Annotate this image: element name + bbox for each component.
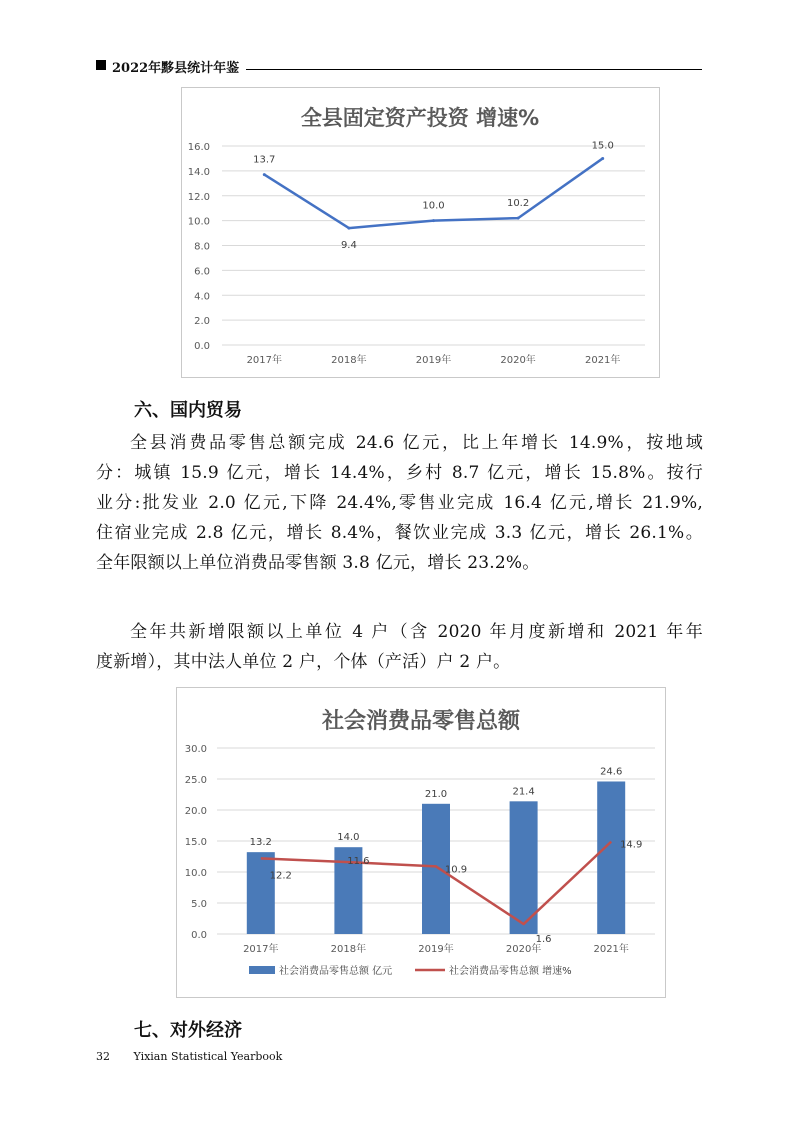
bar-data-label: 14.0 (337, 832, 360, 844)
section-heading-domestic-trade: 六、国内贸易 (134, 400, 242, 421)
x-tick-label: 2017年 (243, 944, 279, 955)
y-tick-label: 5.0 (191, 899, 207, 910)
data-point (432, 219, 435, 222)
y-tick-label: 25.0 (184, 775, 207, 786)
data-point (517, 217, 520, 220)
series-line (264, 158, 602, 228)
y-tick-label: 15.0 (184, 837, 207, 848)
data-point (347, 227, 350, 230)
legend-line-label: 社会消费品零售总额 增速% (449, 966, 572, 977)
chart-title: 全县固定资产投资 增速% (300, 106, 540, 130)
page-footer (96, 1050, 282, 1063)
page-number: 32 (96, 1050, 110, 1063)
x-tick-label: 2019年 (415, 355, 452, 366)
data-label: 10.0 (422, 200, 445, 212)
page-header (96, 57, 702, 79)
legend-bar-swatch (249, 966, 275, 974)
section-heading-external-economy: 七、对外经济 (134, 1020, 242, 1041)
header-title: 2022年黟县统计年鉴 (112, 61, 240, 76)
header-rule (246, 69, 702, 70)
investment-growth-chart (181, 87, 660, 378)
y-tick-label: 16.0 (187, 142, 210, 153)
paragraph-line: 分：城镇 15.9 亿元，增长 14.4%，乡村 8.7 亿元，增长 15.8%。按行 (96, 463, 703, 483)
line-data-label: 11.6 (347, 856, 370, 868)
paragraph-new-units (96, 617, 703, 677)
x-tick-label: 2018年 (331, 355, 367, 366)
y-tick-label: 4.0 (194, 291, 210, 303)
investment-chart-svg (182, 88, 659, 377)
y-tick-label: 14.0 (187, 166, 210, 178)
x-tick-label: 2018年 (330, 944, 367, 955)
y-tick-label: 10.0 (184, 868, 207, 879)
data-label: 9.4 (340, 240, 357, 252)
footer-text: Yixian Statistical Yearbook (133, 1050, 283, 1063)
x-tick-label: 2019年 (418, 944, 454, 955)
line-data-label: 10.9 (444, 864, 468, 876)
paragraph-line: 业分:批发业 2.0 亿元,下降 24.4%,零售业完成 16.4 亿元,增长 21.9%, (96, 493, 703, 513)
y-tick-label: 0.0 (194, 341, 210, 352)
line-data-label: 1.6 (535, 934, 552, 946)
bar-data-label: 24.6 (600, 766, 623, 778)
paragraph-line: 全县消费品零售总额完成 24.6 亿元，比上年增长 14.9%，按地域 (130, 433, 703, 453)
paragraph-line: 度新增），其中法人单位 2 户，个体（产活）户 2 户。 (96, 652, 511, 672)
header-square-icon (96, 60, 106, 70)
y-tick-label: 0.0 (191, 930, 207, 941)
x-tick-label: 2020年 (505, 944, 542, 955)
data-label: 10.2 (506, 198, 530, 210)
chart-title: 社会消费品零售总额 (321, 709, 521, 734)
retail-sales-chart (176, 687, 666, 998)
data-point (601, 157, 604, 160)
bar (597, 781, 625, 934)
bar-data-label: 21.0 (424, 788, 448, 800)
y-tick-label: 12.0 (187, 191, 210, 203)
y-tick-label: 6.0 (194, 266, 210, 278)
y-tick-label: 10.0 (187, 216, 210, 228)
y-tick-label: 8.0 (194, 241, 210, 253)
y-tick-label: 2.0 (194, 316, 210, 328)
bar-data-label: 13.2 (249, 837, 272, 849)
retail-chart-svg (177, 688, 665, 997)
line-data-label: 12.2 (269, 870, 292, 882)
x-tick-label: 2021年 (584, 355, 621, 366)
bar-data-label: 21.4 (512, 786, 535, 798)
data-label: 13.7 (253, 154, 276, 166)
x-tick-label: 2021年 (593, 944, 629, 955)
legend-bar-label: 社会消费品零售总额 亿元 (279, 966, 393, 977)
paragraph-line: 全年限额以上单位消费品零售额 3.8 亿元，增长 23.2%。 (96, 553, 540, 573)
data-point (263, 173, 266, 176)
y-tick-label: 20.0 (184, 806, 207, 817)
line-data-label: 14.9 (620, 839, 643, 851)
data-label: 15.0 (591, 140, 614, 152)
x-tick-label: 2020年 (500, 355, 536, 366)
paragraph-line: 全年共新增限额以上单位 4 户（含 2020 年月度新增和 2021 年年 (130, 622, 703, 642)
x-tick-label: 2017年 (246, 355, 283, 366)
paragraph-retail-sales (96, 428, 703, 578)
paragraph-line: 住宿业完成 2.8 亿元，增长 8.4%，餐饮业完成 3.3 亿元，增长 26.1%。 (96, 523, 703, 543)
bar (247, 852, 275, 934)
y-tick-label: 30.0 (184, 744, 207, 755)
